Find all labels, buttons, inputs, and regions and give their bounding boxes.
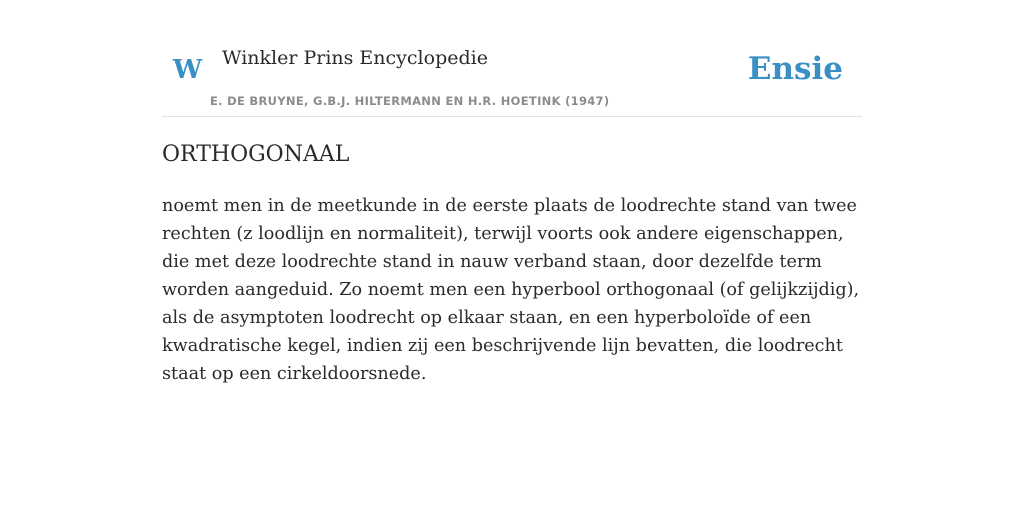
entry-title: ORTHOGONAAL bbox=[162, 142, 350, 167]
page-container bbox=[162, 0, 862, 384]
site-header bbox=[162, 0, 862, 117]
site-title-link[interactable]: Winkler Prins Encyclopedie bbox=[222, 47, 488, 69]
entry-body: noemt men in de meetkunde in de eerste plaats de loodrechte stand van twee rechten (z loodlijn en normaliteit), terwijl voorts ook andere eigenschappen, die met deze loodrechte stand in nauw verband staan, door dezelfde term worden aangeduid. Zo noemt men een hyperbool orthogonaal (of gelijkzijdig), als de asymptoten loodrecht op elkaar staan, en een hyperboloïde of een kwadratische kegel, indien zij een beschrijvende lijn bevatten, die loodrecht staat op een cirkeldoorsnede. bbox=[162, 196, 860, 384]
encyclopedia-logo[interactable]: W bbox=[173, 55, 203, 85]
authors-credit: E. DE BRUYNE, G.B.J. HILTERMANN EN H.R. HOETINK (1947) bbox=[210, 94, 610, 108]
ensie-brand-link[interactable]: Ensie bbox=[747, 51, 843, 87]
